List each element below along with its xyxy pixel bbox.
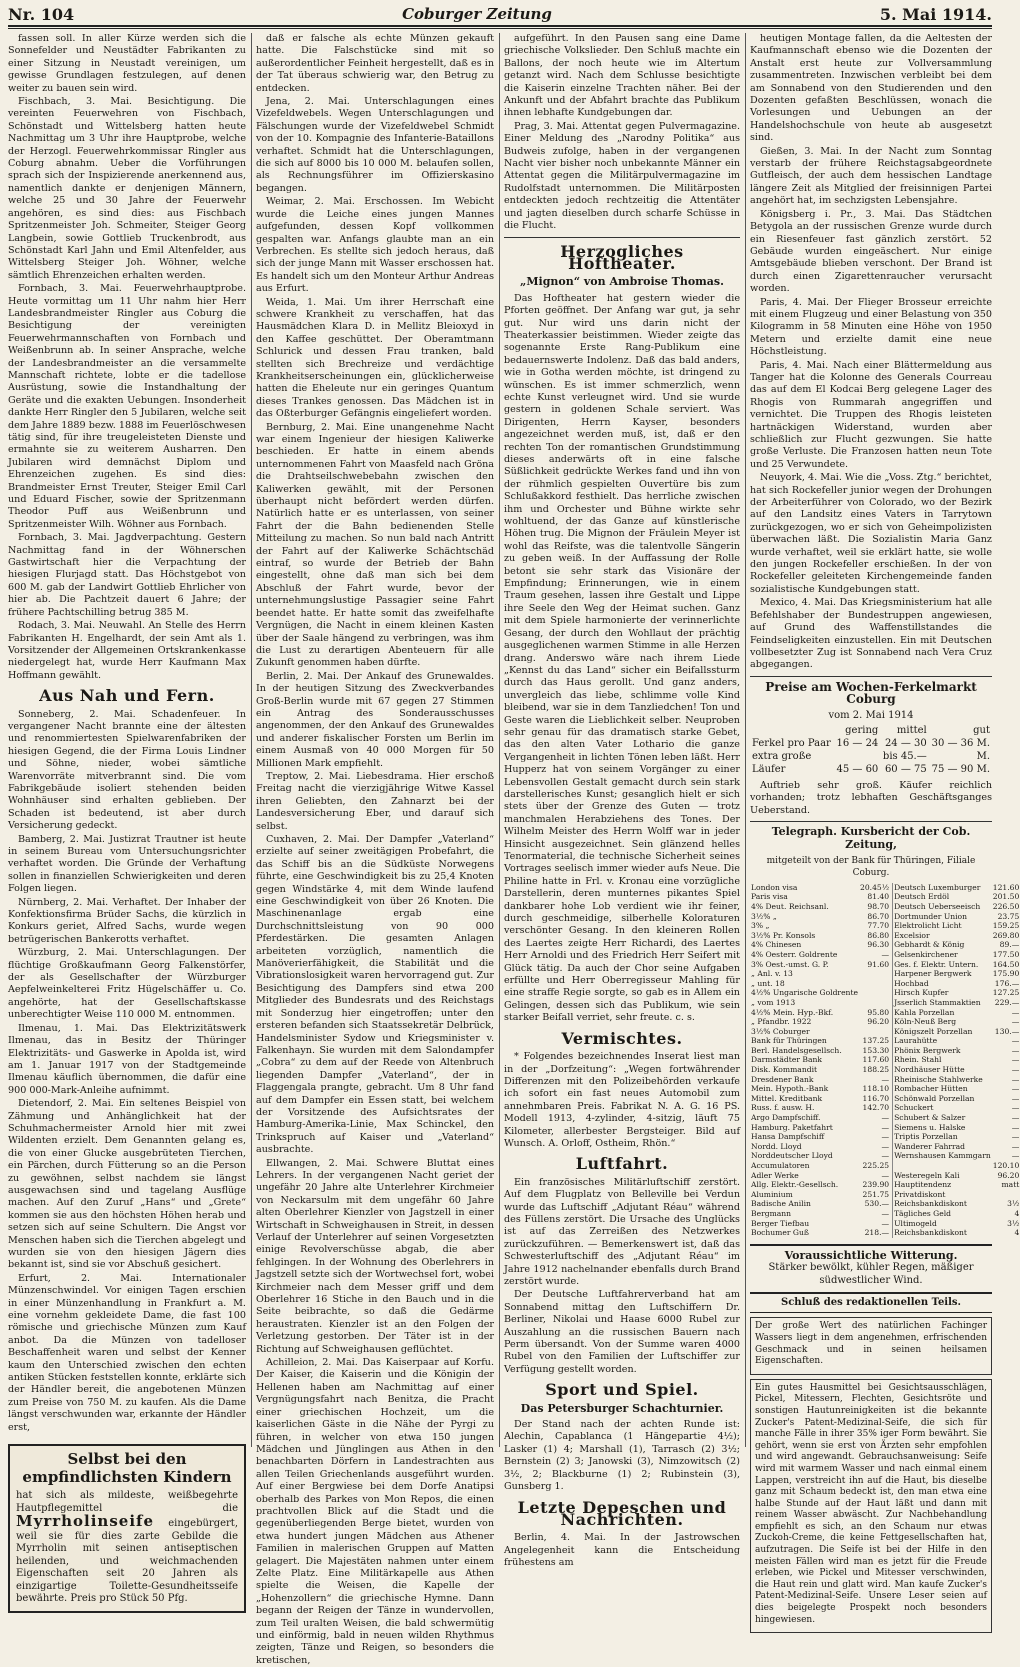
quote-cell: 4 xyxy=(1014,1228,1020,1238)
weather-text: Stärker bewölkt, kühler Regen, mäßiger südwestlicher Wind. xyxy=(768,1262,974,1286)
section-heading-letzte-depeschen: Letzte Depeschen und Nachrichten. xyxy=(517,1497,727,1529)
article: Bernburg, 2. Mai. Eine unangenehme Nacht war einem Ingenieur der hiesigen Kaliwerke beschieden. Er hatte in einem abends unternommenen Fahrt von Maasfeld nach Gröna die Drahtseilschwebebahn zwischen den Kaliwerken gewählt, mit der Personen überhaupt nicht befördert werden dürfen. Natürlich hatte er es unterlassen, von seiner Fahrt der die Bahn bedienenden Stelle Mitteilung zu machen. So nun bald nach Antritt der Fahrt auf der Kaliwerke Schächtschäd eintraf, so wurde der Betrieb der Bahn eingestellt, ohne daß man sich bei dem Abschluß der Fahrt wurde, bevor der unternehmungslustige Passagier seine Fahrt beendet hatte. Er hatte somit das zweifelhafte Vergnügen, die Nacht in einem kleinen Kasten über der Saale hängend zu verbringen, was ihm die Lust zu derartigen Abenteuern für alle Zukunft genommen haben dürfte. xyxy=(256,421,494,669)
quote-cell: Norddeutscher Lloyd xyxy=(751,1151,833,1161)
quote-row xyxy=(750,1180,1020,1190)
quote-cell: 3½ xyxy=(1007,1199,1020,1209)
quote-cell: Hauptitendenz xyxy=(894,1180,952,1190)
quote-cell: Siemens u. Halske xyxy=(894,1122,966,1132)
article: Weimar, 2. Mai. Erschossen. Im Webicht wurde die Leiche eines jungen Mannes aufgefunden, dessen Kopf vollkommen gespalten war. Anfangs glaubte man an ein Verbrechen. Es stellte sich jedoch heraus, daß sich der junge Mann mit Wasser erschossen hat. Es handelt sich um den Monteur Arthur Andreas aus Erfurt. xyxy=(256,196,494,295)
quote-row xyxy=(750,1190,1020,1200)
article: Der Stand nach der achten Runde ist: Alechin, Capablanca (1 Hängepartie 4½); Lasker (1) 4; Marshall (1), Tarrasch (2) 3½; Bernstein (2) 3; Janowski (3), Nimzowitsch (2) 3½, 2; Blackburne (1) 2; Rubinstein (3), Gunsberg 1. xyxy=(504,1419,740,1493)
article: * Folgendes bezeichnendes Inserat liest man in der „Dorfzeitung“: „Wegen fortwährender Differenzen mit den Polizeibehörden verkaufe ich sofort ein fast neues Automobil zum annehmbaren Preis. Fabrikat N. A. G. 16 PS. Modell 1913, 4-zylinder, 4-sitzig, läuft 75 Kilometer, allerbester Bergsteiger. Bild auf Wunsch. A. Orloff, Ostheim, Rhön.“ xyxy=(504,1051,740,1149)
article: Paris, 4. Mai. Der Flieger Brosseur erreichte mit einem Flugzeug und einer Belastung von 350 Kilogramm in 58 Minuten eine Höhe von 1950 Metern und erzielte damit eine neue Höchstleistung. xyxy=(750,296,992,358)
chess-subheading: Das Petersburger Schachturnier. xyxy=(520,1401,724,1415)
article: Fornbach, 3. Mai. Feuerwehrhauptprobe. Heute vormittag um 11 Uhr nahm hier Herr Landesbrandmeister Ringler aus Coburg die Besichtigung der vereinigten Feuerwehrmannschaften von Fornbach und Weißenbrunn ab. In seiner Ansprache, welche der Landesbrandmeister an die versammelte Mannschaft richtete, lobte er die tadellose Ausrüstung, sowie die Instandhaltung der Geräte und die exakten Uebungen. Insonderheit dankte Herr Ringler den 5 Jubilaren, welche seit dem Jahre 1889 bezw. 1888 im Feuerlöschwesen tätig sind, für ihre treugeleisteten Dienste und ermahnte sie zu weiterem Ausharren. Den Jubilaren wird demnächst Diplom und Ehrenzeichen zugehen. Es sind dies: Brandmeister Ernst Treuter, Steiger Emil Carl und Eduard Fischer, sowie der Spritzenmann Theodor Puff aus Weißenbrunn und Spritzenmeister Wilh. Wöhner aus Fornbach. xyxy=(8,283,246,530)
market-price-table xyxy=(750,724,992,776)
quote-cell: — xyxy=(1011,1151,1020,1161)
quote-cell: 218.— xyxy=(859,1228,893,1238)
quote-cell: 96.30 xyxy=(859,940,893,950)
quote-cell: 188.25 xyxy=(859,1065,893,1075)
quote-row xyxy=(750,931,1020,941)
market-cell: Ferkel pro Paar xyxy=(752,737,831,749)
quote-cell: — xyxy=(1011,1084,1020,1094)
quote-cell: 137.25 xyxy=(859,1036,893,1046)
quote-row xyxy=(750,1027,1020,1037)
market-cell xyxy=(834,750,880,763)
article: Gießen, 3. Mai. In der Nacht zum Sonntag verstarb der frühere Reichstagsabgeordnete Gutfleisch, der auch dem hessischen Landtage längere Zeit als Mitglied der freisinnigen Partei angehört hat, im sechzigsten Lebensjahre. xyxy=(750,145,992,207)
quote-cell: — xyxy=(859,1209,893,1219)
quote-cell: Aluminium xyxy=(751,1189,793,1199)
quote-row xyxy=(750,969,1020,979)
market-cell: Läufer xyxy=(752,763,786,775)
article: Nürnberg, 2. Mai. Verhaftet. Der Inhaber der Konfektionsfirma Brüder Sachs, die kürzlich in Konkurs geriet, Alfred Sachs, wurde wegen betrügerischen Bankerotts verhaftet. xyxy=(8,896,246,945)
quote-cell: Mein. Hypoth.-Bank xyxy=(751,1084,829,1094)
quote-cell xyxy=(992,1190,1020,1200)
quote-row xyxy=(750,950,1020,960)
quote-cell xyxy=(859,969,893,979)
market-header-cell: gering xyxy=(845,724,879,736)
quote-cell: Badische Anilin xyxy=(751,1199,811,1209)
quote-cell: — xyxy=(1011,1017,1020,1027)
quote-cell: 130.— xyxy=(994,1026,1020,1036)
quote-cell: 201.50 xyxy=(992,892,1020,902)
market-title: Preise am Wochen-Ferkelmarkt Coburg xyxy=(765,679,977,707)
market-cell: 75 — 90 M. xyxy=(931,763,990,775)
market-header-cell: gut xyxy=(973,724,990,736)
market-header-cell: mittel xyxy=(896,724,927,736)
quote-cell: 3½% Coburger xyxy=(751,1026,810,1036)
quote-cell: 142.70 xyxy=(859,1103,893,1113)
weather-title: Voraussichtliche Witterung. xyxy=(784,1248,958,1262)
quote-row xyxy=(750,892,1020,902)
quote-cell: Rombacher Hütten xyxy=(894,1084,968,1094)
quote-cell: — xyxy=(859,1123,893,1133)
quote-cell: 86.70 xyxy=(859,912,893,922)
quote-cell: Darmstädter Bank xyxy=(751,1055,822,1065)
quote-row xyxy=(750,1219,1020,1229)
ad-text: hat sich als mildeste, weißbegehrte Hautpflegemittel die Myrrholinseife eingebürgert, weil sie für dies zarte Gebilde die Myrrholin mit seinen antiseptischen heilenden, und weichmachenden Eigenschaften seit 20 Jahren als einzigartige Toilette-Gesundheitsseife bewährte. Preis pro Stück 50 Pfg. xyxy=(16,1490,238,1605)
quote-cell: Bergmann xyxy=(751,1208,792,1218)
quote-cell: Hirsch Kupfer xyxy=(894,988,949,998)
quote-cell: Disk. Kommandit xyxy=(751,1065,818,1075)
quote-cell: 117.60 xyxy=(859,1055,893,1065)
article: daß er falsche als echte Münzen gekauft hatte. Die Falschstücke sind mit so außerordentlicher Feinheit hergestellt, daß es in der Tat überaus schwierig war, den Betrug zu entdecken. xyxy=(256,33,494,94)
article: Mexico, 4. Mai. Das Kriegsministerium hat alle Befehlshaber der Bundestruppen angewiesen, auf Grund des Waffenstillstandes die Feindseligkeiten einzustellen. Ein mit Deutschen vollbesetzter Zug ist Sonnabend nach Vera Cruz abgegangen. xyxy=(750,597,992,671)
article: Königsberg i. Pr., 3. Mai. Das Städtchen Betygola an der russischen Grenze wurde durch ein Riesenfeuer fast gänzlich zerstört. 52 Gebäude wurden eingeäschert. Nur einige Amtsgebäude blieben verschont. Der Brand ist durch einen Zigarettenraucher verursacht worden. xyxy=(750,208,992,295)
quote-cell: 20.45½ xyxy=(859,883,893,893)
quote-cell: Laurahütte xyxy=(894,1036,938,1046)
quote-cell: Allg. Elektr.-Gesellsch. xyxy=(751,1180,839,1190)
market-row xyxy=(750,763,992,776)
quote-cell: Bank für Thüringen xyxy=(751,1036,827,1046)
quote-row xyxy=(750,1171,1020,1181)
quote-cell: Hansa Dampfschiff xyxy=(751,1132,825,1142)
article: fassen soll. In aller Kürze werden sich die Sonnefelder und Neustädter Fabrikanten zu einer Sitzung in Neustadt vereinigen, um gewisse Grundlagen festzulegen, auf denen weiter zu bauen sein wird. xyxy=(8,33,246,94)
ad-text: Der große Wert des natürlichen Fachinger Wassers liegt in dem angenehmen, erfrischenden Geschmack und in seinen heilsamen Eigenschaften. xyxy=(755,1321,987,1367)
market-cell: 24 — 30 xyxy=(884,737,927,749)
article: Prag, 3. Mai. Attentat gegen Pulvermagazine. Einer Meldung des „Narodny Politika“ aus Budweis zufolge, haben in der vergangenen Nacht vier bisher noch unbekannte Männer ein Attentat gegen die Militärpulvermagazine im Rudolfstadt unternommen. Die Militärposten entdeckten jedoch rechtzeitig die Attentäter und jagten dieselben durch scharfe Schüsse in die Flucht. xyxy=(504,120,740,232)
masthead-rule-thin xyxy=(8,28,992,29)
quote-cell: — xyxy=(1011,1045,1020,1055)
quote-cell: Dresdener Bank xyxy=(751,1074,814,1084)
quote-cell: Privatdiskont xyxy=(894,1189,946,1199)
article: Achilleion, 2. Mai. Das Kaiserpaar auf Korfu. Der Kaiser, die Kaiserin und die Königin der Hellenen haben am Nachmittag auf einer Vergnügungsfahrt nach Benitza, die Pracht einer griechischen Hochzeit, um die kaiserlichen Gäste in die Nähe der Pyrgi zu führen, in welcher von etwa 150 jungen Mädchen und Jünglingen aus Athen in den benachbarten Dörfern in Landestrachten aus allen Teilen Griechenlands ausgeführt wurden. Auf einer Bergwiese bei dem Dorfe Anatipsi oberhalb des Parkes von Mon Repos, die einen prachtvollen Blick auf die Stadt und die gegenüberliegenden Berge bietet, wurden von etwa hundert jungen Mädchen aus Athener Familien in malerischen Gruppen auf Matten gelagert. Die Majestäten nahmen unter einem Zelte Platz. Eine Militärkapelle aus Athen spielte die Weisen, die Kapelle der „Hohenzollern“ die griechische Hymne. Dann begann der Reigen der Tänze in wundervollen, zum Teil uralten Weisen, die bald schwermütig und einförmig, bald in neuen wilden Rhythmus zeigten, Tänze und Reigen, so besonders die kretischen, xyxy=(256,1357,494,1666)
article: Fornbach, 3. Mai. Jagdverpachtung. Gestern Nachmittag fand in der Wöhnerschen Gastwirtschaft hier die Verpachtung der hiesigen Flurjagd statt. Das Höchstgebot von 600 M. gab der Landwirt Gottlieb Ehrlicher von hier ab. Die Pachtzeit dauert 6 Jahre; der frühere Pachtschilling betrug 385 M. xyxy=(8,532,246,618)
quote-cell: — xyxy=(1011,1093,1020,1103)
column-2 xyxy=(256,33,494,1666)
quote-cell: Nordhäuser Hütte xyxy=(894,1065,965,1075)
market-cell: bis 45.— xyxy=(882,750,927,762)
quote-row xyxy=(750,912,1020,922)
quote-cell: Königszelt Porzellan xyxy=(894,1026,973,1036)
quote-cell: 176.— xyxy=(994,978,1020,988)
quote-cell: 23.75 xyxy=(997,911,1020,921)
quote-cell: — xyxy=(1011,1103,1020,1113)
article: Dietendorf, 2. Mai. Ein seltenes Beispiel von Zähmung und Anhänglichkeit hat der Schuhmachermeister Arnold hier mit zwei Wildenten erzielt. Dem Genannten gelang es, die von einer Glucke ausgebrüteten Tierchen, ein Pärchen, durch Fütterung so an die Person zu gewöhnen, selbst nachdem sie längst ausgewachsen sind und tagelang Ausflüge machen. Auf den Zuruf „Hans“ und „Grete“ kommen sie aus den höchsten Höhen herab und setzen sich auf seine Schultern. Die Angst vor Menschen haben sich die Tierchen abgelegt und wurden sie von den hiesigen Jägern dies bekannt ist, sind sie vor Abschuß gesichert. xyxy=(8,1098,246,1271)
quote-row xyxy=(750,1094,1020,1104)
quote-cell: — xyxy=(1011,1132,1020,1142)
quote-row xyxy=(750,1055,1020,1065)
quote-cell: Westeregeln Kali xyxy=(894,1170,960,1180)
quote-cell: Adler Werke xyxy=(751,1170,799,1180)
quote-row xyxy=(750,902,1020,912)
quote-cell: — xyxy=(859,950,893,960)
quote-cell: Berl. Handelsgesellsch. xyxy=(751,1045,842,1055)
market-row xyxy=(750,750,992,763)
quote-cell: Gelsenkirchener xyxy=(894,949,958,959)
quote-cell: Accumulatoren xyxy=(751,1161,810,1170)
quote-row xyxy=(750,988,1020,998)
quote-cell: — xyxy=(859,1151,893,1161)
quote-row xyxy=(750,1113,1020,1123)
quote-cell: „ Pfandbr. 1922 xyxy=(751,1017,812,1027)
quote-cell: 239.90 xyxy=(859,1180,893,1190)
quote-row xyxy=(750,1046,1020,1056)
quote-cell: 177.50 xyxy=(992,949,1020,959)
quote-cell: 118.10 xyxy=(859,1084,893,1094)
quote-cell: Schubert & Salzer xyxy=(894,1113,966,1123)
quote-cell: Excelsior xyxy=(894,930,930,940)
quote-cell: 229.— xyxy=(994,997,1020,1007)
quote-cell: Wanderer Fahrrad xyxy=(894,1141,966,1151)
quote-cell: — xyxy=(1011,1122,1020,1132)
quote-cell: 121.60 xyxy=(992,882,1020,892)
market-header-cell xyxy=(750,724,834,737)
article: Berlin, 4. Mai. In der Jastrowschen Angelegenheit kann die Entscheidung frühestens am xyxy=(504,1532,740,1569)
quote-row xyxy=(750,1199,1020,1209)
quote-cell: Hochbad xyxy=(894,978,929,988)
quote-cell: 120.10 xyxy=(992,1161,1020,1170)
kurs-subtitle: mitgeteilt von der Bank für Thüringen, Filiale Coburg. xyxy=(766,855,976,879)
section-heading-luftfahrt: Luftfahrt. xyxy=(575,1154,669,1174)
quote-row xyxy=(750,1017,1020,1027)
quote-cell: 226.50 xyxy=(992,901,1020,911)
quote-cell: Deutsch Luxemburger xyxy=(894,882,981,892)
quote-cell: — xyxy=(1011,1141,1020,1151)
column-divider xyxy=(499,33,500,1447)
ad-title: Selbst bei den empfindlichsten Kindern xyxy=(22,1450,232,1487)
quote-cell: Wernshausen Kammgarn xyxy=(894,1151,991,1161)
article: Sonneberg, 2. Mai. Schadenfeuer. In vergangener Nacht brannte eine der ältesten und renommiertesten Spielwarenfabriken der hiesigen Gegend, die der Firma Louis Lindner und Söhne, nieder, wobei sämtliche Warenvorräte mitverbrannt sind. Die vom Fabrikgebäude isoliert stehenden beiden Wohnhäuser sind erhalten geblieben. Der Schaden ist bedeutend, ist aber durch Versicherung gedeckt. xyxy=(8,708,246,832)
article: aufgeführt. In den Pausen sang eine Dame griechische Volkslieder. Den Schluß machte ein Ballons, der noch heute wie im Altertum getanzt wird. Nach dem Schlusse besichtigte die Kaiserin einzelne Trachten näher. Bei der Ankunft und der Abfahrt brachte das Publikum ihnen lebhafte Kundgebungen dar. xyxy=(504,33,740,119)
quote-cell: 4½% Mein. Hyp.-Bkf. xyxy=(751,1007,834,1017)
quote-cell: Ges. f. Elektr. Untern. xyxy=(894,959,979,969)
myrrholinseife-advertisement xyxy=(8,1444,246,1613)
quote-cell: 91.60 xyxy=(859,960,893,970)
quote-cell: — xyxy=(859,1075,893,1085)
quote-cell: Harpener Bergwerk xyxy=(894,969,972,979)
quote-cell: Bochumer Guß xyxy=(751,1228,809,1238)
quote-cell: 225.25 xyxy=(859,1161,893,1171)
market-cell: 30 — 36 M. xyxy=(931,737,990,749)
article: Paris, 4. Mai. Nach einer Blättermeldung aus Tanger hat die Kolonne des Generals Courreau das auf dem El Kodcai Berg gelegene Lager des Rhogis von Rummarah angegriffen und vernichtet. Die Truppen des Rhogis leisteten hartnäckigen Widerstand, wurden aber schließlich zur Flucht gezwungen. Sie hatte große Verluste. Die Franzosen hatten neun Tote und 25 Verwundete. xyxy=(750,359,992,470)
article: Das Hoftheater hat gestern wieder die Pforten geöffnet. Der Anfang war gut, ja sehr gut. Nur wird uns darin nicht der Theaterkassier beistimmen. Wieder zeigte das sogenannte Erste Rang-Publikum eine bedauernswerte Indolenz. Daß das bald anders, wie in Gotha werden möchte, ist dringend zu wünschen. Es ist immer schmerzlich, wenn echte Kunst verleugnet wird. Und sie wurde gestern in goldenen Schale serviert. Was Dirigenten, Herrn Kayser, besonders angezeichnet werden muß, ist, daß er den rechten Ton der romantischen Grundstimmung dieses anderwärts oft in eine falsche Süßlichkeit gedrückte Werkes fand und ihn von der rühmlich gespielten Ouvertüre bis zum Schlußakkord festhielt. Das herrliche zwischen ihm und Orchester und Bühne wirkte sehr wohltuend, der das Ganze auf künstlerische Höhen trug. Die Mignon der Fräulein Meyer ist wohl das Reifste, was die talentvolle Sängerin zu geben weiß. In der Auffassung der Rolle betont sie sehr stark das Visionäre der Empfindung; Erinnerungen, wie in einem Traum gesehen, lassen ihre Gestalt und Lippe ihre Seele den Weg der Heimat suchen. Ganz mit dem Spiele harmonierte der verinnerlichte Gesang, der durch den Wohllaut der prächtig ausgeglichenen warmen Stimme in alle Herzen drang. Anderswo wäre nach ihrem Liede „Kennst du das Land“ sicher ein Beifallssturm durch das Haus gerollt. Und ganz anders, unvergleich das liebe, schlimme volle Kind bleibend, war sie in dem Tanzliedchen! Ton und Geste waren die Lieblichkeit selber. Neuproben sehr genau für das dramatisch starke Gebet, das den alten Vater Lothario die ganze Vergangenheit in lichten Tönen leben läßt. Herr Hupperz hat von seinem Vorgänger zu einer Lebensvollen Gestalt gemacht durch sein stark darstellerisches Kunst; gesanglich hielt er sich stets über der Grenze des Guten — trotz manchmalen Herabziehens des Tones. Der Wilhelm Meister des Herrn Wolff war in jeder Hinsicht ausgezeichnet. Sein glänzend helles Tenormaterial, die technische Sicherheit seines Vortrages seelisch immer wieder aufs Neue. Die Philine hatte in Frl. v. Kronau eine vorzügliche Darstellerin, deren munternes pikantes Spiel dankbarer hohe Lob verdient wie ihr feiner, durch geschmeidige, silberhelle Koloraturen verschönter Gesang. In den kleineren Rollen des Laertes zeigte Herr Richardi, des Laertes Herr Arnoldi und des Friedrich Herr Seifert mit Glück tätig. Da auch der Chor seine Aufgaben erfüllte und Herr Oberregisseur Mahling für eine straffe Regie sorgte, so gab es in Allem ein Gelingen, dessen sich das Publikum, wie sein starker Beifall verriet, sehr freute. c. s. xyxy=(504,292,740,1024)
issue-date: 5. Mai 1914. xyxy=(879,4,992,24)
market-cell: 16 — 24 xyxy=(836,737,879,749)
quote-cell: Reichsbankdiskont xyxy=(894,1199,967,1209)
section-heading-aus-nah-und-fern: Aus Nah und Fern. xyxy=(39,686,215,706)
column-4 xyxy=(750,33,1020,1625)
quote-cell: 96.20 xyxy=(997,1170,1020,1180)
article: Fischbach, 3. Mai. Besichtigung. Die vereinten Feuerwehren von Fischbach, Schönstadt und Wittelsberg hatten heute Nachmittag um 3 Uhr ihre Hauptprobe, welche der Herzogl. Feuerwehrkommissar Ringler aus Coburg abnahm. Ueber die Vorführungen sprach sich der Inspizierende anerkennend aus, namentlich dankte er denjenigen Männern, welche 25 und 30 Jahre der Feuerwehr angehören, es sind dies: aus Fischbach Spritzenmeister Joh. Schmeiter, Steiger Georg Langbein, sowie Gottlieb Truckenbrodt, aus Schönstadt Karl Jahn und Emil Altenfelder, aus Wittelsberg Steiger Joh. Wöhner, welche sämtlich Ehrenzeichen erhalten werden. xyxy=(8,96,246,281)
column-divider xyxy=(745,33,746,1447)
quote-row xyxy=(750,1132,1020,1142)
quote-cell: „ vom 1913 xyxy=(751,997,796,1007)
quote-cell: — xyxy=(1011,1065,1020,1075)
quote-row xyxy=(750,998,1020,1008)
section-heading-vermischtes: Vermischtes. xyxy=(561,1028,683,1048)
quote-cell xyxy=(859,998,893,1008)
quote-cell: 89.— xyxy=(999,940,1020,950)
section-divider xyxy=(750,676,992,677)
quote-cell: Hamburg. Paketfahrt xyxy=(751,1122,833,1132)
market-row xyxy=(750,737,992,750)
quote-cell: 3½ xyxy=(1007,1218,1020,1228)
quote-cell: — xyxy=(859,1113,893,1123)
quote-cell: 86.80 xyxy=(859,931,893,941)
market-cell: 60 — 75 xyxy=(884,763,927,775)
quote-cell: 127.25 xyxy=(992,988,1020,998)
quote-row xyxy=(750,921,1020,931)
quote-cell: London visa xyxy=(751,882,798,892)
column-3 xyxy=(504,33,740,1569)
quote-row xyxy=(750,1151,1020,1161)
article: Ellwangen, 2. Mai. Schwere Bluttat eines Lehrers. In der vergangenen Nacht geriet der ungefähr 20 Jahre alte Unterlehrer Kirchmeier von Neckarsulm mit dem ungefähr 60 Jahre alten Oberlehrer Kienzler von Jagstzell in einer Wirtschaft in Schweighausen in Streit, in dessen Verlauf der Unterlehrer auf seinen Vorgesetzten einige Revolverschüsse abgab, die aber fehlgingen. In der Wohnung des Oberlehrers in Jagstzell setzte sich der Wortwechsel fort, wobei Kirchmeier nach dem Messer griff und dem Oberlehrer 16 Stiche in den Bauch und in die Seite beibrachte, so daß die Gedärme heraustraten. Kienzler ist an den Folgen der Verletzung gestorben. Der Täter ist in der Richtung auf Schweighausen geflüchtet. xyxy=(256,1157,494,1355)
article: Rodach, 3. Mai. Neuwahl. An Stelle des Herrn Fabrikanten H. Engelhardt, der sein Amt als 1. Vorsitzender der Allgemeinen Ortskrankenkasse niedergelegt hat, wurde Herr Kaufmann Max Hoffmann gewählt. xyxy=(8,620,246,681)
section-heading-sport-und-spiel: Sport und Spiel. xyxy=(545,1380,699,1400)
quote-cell xyxy=(859,1027,893,1037)
article: Der Deutsche Luftfahrerverband hat am Sonnabend mittag den Luftschiffern Dr. Berliner, Nikolai und Haase 6000 Rubel zur Auszahlung an die russischen Bauern nach Perm übersandt. Von der Summe waren 4000 Rubel von den Familien der Luftschiffer zur Verfügung gestellt worden. xyxy=(504,1289,740,1375)
quote-cell: 3% Oest.-umst. G. P. xyxy=(751,959,829,969)
quote-cell: 98.70 xyxy=(859,902,893,912)
article: Ein französisches Militärluftschiff zerstört. Auf dem Flugplatz von Belleville bei Verdun wurde das Luftschiff „Adjutant Réau“ während des Füllens zerstört. Die Ursache des Unglücks ist auf das Zerreißen des Netzwerkes zurückzuführen. — Bemerkenswert ist, daß das Schwesterluftschiff des „Adjutant Réau“ im Jahre 1912 nachelnander ebenfalls durch Brand zerstört wurde. xyxy=(504,1176,740,1287)
quote-cell: — xyxy=(859,1132,893,1142)
masthead xyxy=(8,4,992,24)
quote-cell: Dortmunder Union xyxy=(894,911,968,921)
quote-row xyxy=(750,960,1020,970)
quote-cell: Reichsbankdiskont xyxy=(894,1228,967,1238)
column-divider xyxy=(251,33,252,1447)
ad-text: Ein gutes Hausmittel bei Gesichtsausschlägen, Pickel, Mitessern, Flechten, Gesichtsröte und sonstigen Hautunreinigkeiten ist die bekannte Zucker's Patent-Medizinal-Seife, die sich für manche Fälle in ihrer 35% iger Form bewährt. Sie gehört, wenn sie erst von Ärzten sehr empfohlen und wird angewandt. Gebrauchsanweisung: Seife wird mit warmem Wasser und nach einmal einem Lappen, verstreicht ihn auf die Haut, bis dieselbe ganz mit Schaum bedeckt ist, den man etwa eine halbe Stunde auf der Haut läßt und dann mit reinem Wasser abwäscht. Zur Nachbehandlung empfiehlt es sich, an den Schaum nur etwas Zuckoh-Creme, die keine Fettgesellschaften hat, aufzutragen. Die Seife ist bei der Hilfe in den meisten Fällen wird man es jetzt für die Freude erleben, wie Pickel und Mitesser verschwinden, die Haut rein und glatt wird. Man kaufe Zucker's Patent-Medizinal-Seife. Unsere Leser seien auf dies beigelegte Prospekt noch besonders hingewiesen. xyxy=(755,1382,987,1625)
quote-cell: Ultimogeld xyxy=(894,1218,937,1228)
quote-cell: 269.80 xyxy=(992,930,1020,940)
quote-cell: 3½% „ xyxy=(751,911,777,921)
quote-cell: Tägliches Geld xyxy=(894,1208,951,1218)
quote-cell: — xyxy=(859,1142,893,1152)
quote-cell: Deutsch Ueberseeisch xyxy=(894,901,981,911)
issue-number: Nr. 104 xyxy=(8,4,75,24)
quote-cell: 4% Oesterr. Goldrente xyxy=(751,949,838,959)
quote-cell: Rheinische Stahlwerke xyxy=(894,1074,983,1084)
quote-row xyxy=(750,883,1020,893)
market-cell: M. xyxy=(976,750,990,762)
quote-cell: 4½% Ungarische Goldrente xyxy=(751,988,858,998)
article: heutigen Montage fallen, da die Aeltesten der Kaufmannschaft ebenso wie die Dozenten der Anstalt erst heute zur Vollversammlung zusammentreten. Inzwischen verbleibt bei dem am Sonnabend von den Studierenden und den Dozenten gefaßten Beschlüssen, wonach die Vorlesungen und Uebungen an der Handelshochschule von heute ab ausgesetzt sind. xyxy=(750,33,992,144)
article: Weida, 1. Mai. Um ihrer Herrschaft eine schwere Krankheit zu verschaffen, hat das Hausmädchen Klara D. in Mellitz Bleioxyd in den Kaffee geschüttet. Der Oberamtmann Schlurick und dessen Frau tranken, bald stellten sich Brechreize und verdächtige Krankheitserscheinungen ein, glücklicherweise hatten die Eheleute nur ein geringes Quantum dieses Trankes genossen. Das Mädchen ist in das Oßterburger Gefängnis eingeliefert worden. xyxy=(256,296,494,420)
article: Neuyork, 4. Mai. Wie die „Voss. Ztg.“ berichtet, hat sich Rockefeller junior wegen der Drohungen der Arbeiterführer von Colorado, wo der Bezirk auf den Landsitz eines Vaters in Tarrytown zurückgezogen, wo er sich von Geheimpolizisten überwachen läßt. Die Sozialistin Maria Ganz wurde verhaftet, weil sie erklärt hatte, sie wolle den jungen Rockefeller erschießen. In der von Rockefeller geleiteten Kirchengemeinde fanden sozialistische Kundgebungen statt. xyxy=(750,472,992,595)
kurs-title: Telegraph. Kursbericht der Cob. Zeitung, xyxy=(771,825,971,851)
quote-cell: 530.— xyxy=(859,1199,893,1209)
quote-cell: — xyxy=(859,1171,893,1181)
quote-row xyxy=(750,1084,1020,1094)
quote-cell: — xyxy=(1011,1007,1020,1017)
quote-cell: Rhein. Stahl xyxy=(894,1055,942,1065)
quote-cell: „ unt. 18 xyxy=(751,978,785,988)
quote-row xyxy=(750,1065,1020,1075)
quote-cell: Kahla Porzellan xyxy=(894,1007,955,1017)
quote-cell xyxy=(859,988,893,998)
quote-row xyxy=(750,1209,1020,1219)
quote-cell: Schuckert xyxy=(894,1103,934,1113)
article: Jena, 2. Mai. Unterschlagungen eines Vizefeldwebels. Wegen Unterschlagungen und Fälschungen wurde der Vizefeldwebel Schmidt von der 10. Kompagnie des Infanterie-Bataillons verhaftet. Schmidt hat die Unterschlagungen, die sich auf 8000 bis 10 000 M. belaufen sollen, als Rechnungsführer im Offizierskasino begangen. xyxy=(256,96,494,194)
quote-row xyxy=(750,940,1020,950)
quote-cell: 96.20 xyxy=(859,1017,893,1027)
quote-cell: 175.90 xyxy=(992,969,1020,979)
quote-cell: 4 xyxy=(1014,1208,1020,1218)
ad-brand: Myrrholinseife xyxy=(16,1512,155,1531)
quote-cell: 4% Chinesen xyxy=(751,940,802,950)
quote-cell: Phönix Bergwerk xyxy=(894,1045,961,1055)
weather-forecast xyxy=(750,1244,992,1294)
quote-cell: „ Anl. v. 13 xyxy=(751,969,793,979)
quote-cell: Jsserlich Stammaktien xyxy=(894,997,981,1007)
quote-cell: 81.40 xyxy=(859,892,893,902)
quote-cell xyxy=(859,979,893,989)
quote-cell: Russ. f. ausw. H. xyxy=(751,1103,815,1113)
quote-cell: Argo Dampfschiff. xyxy=(751,1113,821,1123)
article: Berlin, 2. Mai. Der Ankauf des Grunewaldes. In der heutigen Sitzung des Zweckverbandes Groß-Berlin wurde mit 67 gegen 27 Stimmen ein Antrag des Sonderausschusses angenommen, der den Ankauf des Grunewaldes und anderer fiskalischer Forsten um Berlin im einem Ausmaß von 40 000 Morgen für 50 Millionen Mark empfiehlt. xyxy=(256,670,494,769)
quote-cell: Nordd. Lloyd xyxy=(751,1141,802,1151)
quote-cell: — xyxy=(1011,1074,1020,1084)
quote-cell: matt xyxy=(1001,1180,1020,1190)
article: Bamberg, 2. Mai. Justizrat Trautner ist heute in seinem Bureau vom Untersuchungsrichter verhaftet worden. Die Gründe der Verhaftung sollen in finanziellen Schwierigkeiten und deren Folgen liegen. xyxy=(8,833,246,895)
article: Treptow, 2. Mai. Liebesdrama. Hier erschoß Freitag nacht die vierzigjährige Witwe Kassel ihren Geliebten, den Zahnarzt bei der Landesversicherung Eber, und darauf sich selbst. xyxy=(256,770,494,832)
quote-cell: 164.50 xyxy=(992,959,1020,969)
quote-cell: Deutsch Erdöl xyxy=(894,892,950,902)
quote-cell: 77.70 xyxy=(859,921,893,931)
editorial-end-note: Schluß des redaktionellen Teils. xyxy=(750,1294,992,1313)
article: Erfurt, 2. Mai. Internationaler Münzenschwindel. Vor einigen Tagen erschien in einer Münzenhandlung in Frankfurt a. M. eine vornehm gekleidete Dame, die fast 100 römische und griechische Münzen zum Kauf anbot. Da die Münzen von tadelloser Beschaffenheit waren und selbst der Kenner kaum den Unterschied zwischen den echten antiken Stücken feststellen konnte, erklärte sich der Händler bereit, die angebotenen Münzen zum Preise von 750 M. zu kaufen. Als die Dame längst verschwunden war, erkannte der Händler erst, xyxy=(8,1272,246,1433)
medizinal-seife-advertisement xyxy=(750,1379,992,1633)
quote-row xyxy=(750,979,1020,989)
masthead-rule xyxy=(8,25,992,27)
section-divider xyxy=(750,821,992,822)
quote-cell: — xyxy=(1011,1113,1020,1123)
article: Cuxhaven, 2. Mai. Der Dampfer „Vaterland“ erzielte auf seiner zweitägigen Probefahrt, die das Schiff bis an die Südküste Norwegens führte, eine Geschwindigkeit bis zu 25,4 Knoten gegen Windstärke 4, mit dem Winde laufend eine Geschwindigkeit von über 26 Knoten. Die Maschinenanlage ergab eine Durchschnittsleistung von 90 000 Pferdestärken. Die gesamten Anlagen arbeiteten vorzüglich, namentlich die Manöverierfähigkeit, die Stabilität und die Vibrationslosigkeit waren hervorragend gut. Zur Besichtigung des Dampfers sind etwa 200 Mitglieder des Bundesrats und des Reichstags mit Sonderzug hier eingetroffen; unter den ersteren befanden sich Staatssekretär Delbrück, Handelsminister Sydow und Kriegsminister v. Falkenhayn. Sie wurden mit dem Salondampfer „Cobra“ zu dem auf der Reede von Altenbruch liegenden Dampfer „Vaterland“, der in Flaggengala prangte, gebracht. Um 8 Uhr fand auf dem Dampfer ein Essen statt, bei welchem der Vorsitzende des Aufsichtsrates der Hamburg-Amerika-Linie, Max Schinckel, den Trinkspruch auf Kaiser und „Vaterland“ ausbrachte. xyxy=(256,834,494,1156)
market-cell: 45 — 60 xyxy=(836,763,879,775)
review-subheading: „Mignon“ von Ambroise Thomas. xyxy=(520,275,724,289)
quote-cell: Paris visa xyxy=(751,892,788,902)
quote-row xyxy=(750,1036,1020,1046)
quote-cell: 4% Deut. Reichsanl. xyxy=(751,901,829,911)
quote-cell: — xyxy=(1011,1055,1020,1065)
section-divider xyxy=(504,237,740,238)
market-cell: extra große xyxy=(752,750,812,762)
quote-cell: Köln-Neuß Berg xyxy=(894,1017,957,1027)
article: Ilmenau, 1. Mai. Das Elektrizitätswerk Ilmenau, das in Besitz der Thüringer Elektrizitäts- und Gaswerke in Apolda ist, wird am 1. Januar 1917 von der Stadtgemeinde Ilmenau käuflich übernommen, die dafür eine 900 000-Mark-Anleihe aufnimmt. xyxy=(8,1022,246,1096)
quote-cell: 3% „ xyxy=(751,921,770,931)
quote-cell: 95.80 xyxy=(859,1008,893,1018)
newspaper-title: Coburger Zeitung xyxy=(402,5,552,23)
quote-cell: 251.75 xyxy=(859,1190,893,1200)
fachinger-advertisement xyxy=(750,1317,992,1374)
quote-cell: Triptis Porzellan xyxy=(894,1132,958,1142)
quote-cell: Schönwald Porzellan xyxy=(894,1093,975,1103)
quote-cell: Mittel. Kreditbank xyxy=(751,1093,823,1103)
quote-row xyxy=(750,1008,1020,1018)
quote-cell xyxy=(893,1161,992,1171)
quote-cell: Gebhardt & König xyxy=(894,940,965,950)
quote-row xyxy=(750,1161,1020,1171)
stock-quotes-table xyxy=(750,883,1020,1238)
market-date: vom 2. Mai 1914 xyxy=(828,709,914,721)
quote-row xyxy=(750,1103,1020,1113)
article: Würzburg, 2. Mai. Unterschlagungen. Der flüchtige Großkaufmann Georg Falkenstörfer, der als Gesellschafter der Würzburger Aepfelweinkelterei Fritz Hügelschäffer u. Co. angehörte, hat der Gesellschaftskasse unberechtigter Weise 110 000 M. entnommen. xyxy=(8,947,246,1021)
column-1 xyxy=(8,33,246,1605)
quote-cell: 153.30 xyxy=(859,1046,893,1056)
market-header-row xyxy=(750,724,992,737)
quote-cell: — xyxy=(1011,1036,1020,1046)
quote-cell: Berger Tiefbau xyxy=(751,1218,810,1228)
market-note: Auftrieb sehr groß. Käufer reichlich vorhanden; trotz lebhaften Geschäftsganges Ueberstand. xyxy=(750,779,992,816)
quote-cell: 116.70 xyxy=(859,1094,893,1104)
quote-row xyxy=(750,1123,1020,1133)
section-heading-hoftheater: Herzogliches Hoftheater. xyxy=(560,241,684,273)
quote-cell: — xyxy=(859,1219,893,1229)
quote-cell: 159.25 xyxy=(992,921,1020,931)
quote-row xyxy=(750,1228,1020,1238)
quote-row xyxy=(750,1142,1020,1152)
quote-row xyxy=(750,1075,1020,1085)
quote-cell: 3½% Pr. Konsols xyxy=(751,930,816,940)
quote-cell: Elektrolicht Licht xyxy=(894,921,962,931)
